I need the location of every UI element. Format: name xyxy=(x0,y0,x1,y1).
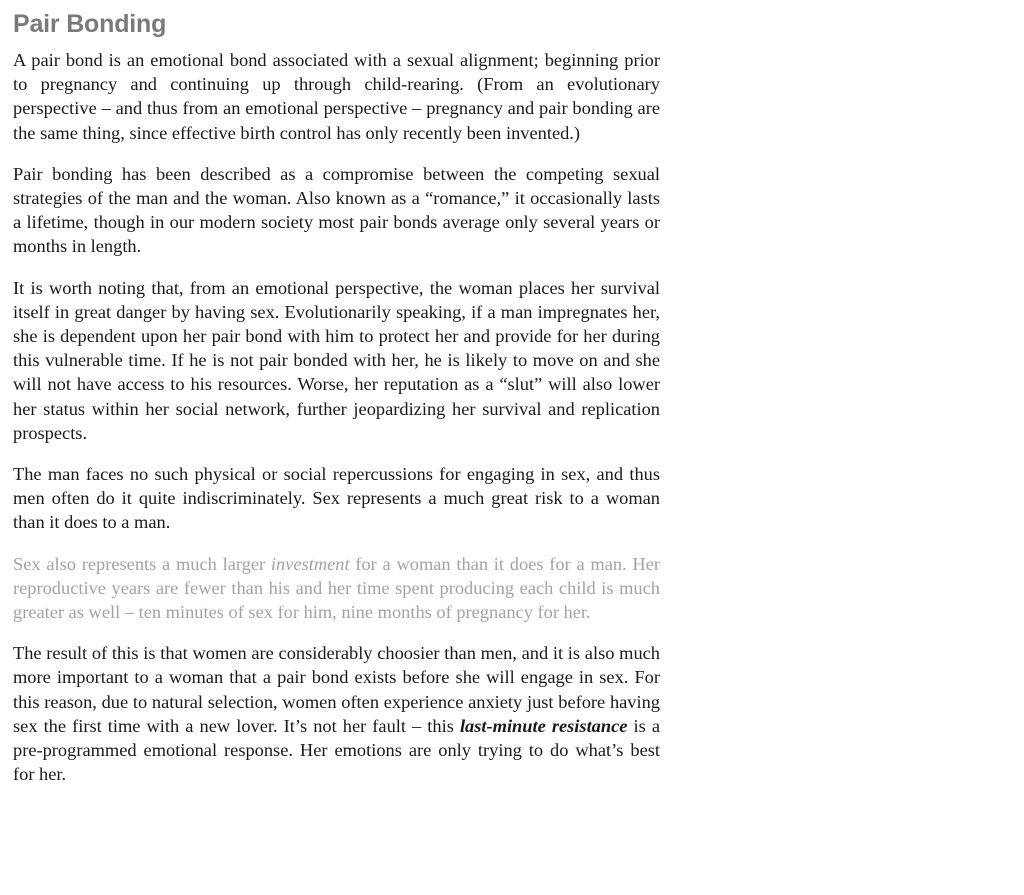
page-title: Pair Bonding xyxy=(13,10,167,38)
paragraph-6-after: is a pre-programmed emotional response. Her emotions are only trying to do what’s best for her. xyxy=(13,715,660,785)
paragraph-5-before: Sex also represents a much larger xyxy=(13,553,271,574)
paragraph-2: Pair bonding has been described as a compromise between the competing sexual strategies of the man and the woman. Also known as a “romance,” it occasionally lasts a lifetime, though in our modern society most pair bonds average only several years or months in length. xyxy=(13,163,660,257)
paragraph-5 xyxy=(13,552,660,625)
paragraph-6-before: The result of this is that women are considerably choosier than men, and it is also much more important to a woman that a pair bond exists before she will engage in sex. For this reason, due to natural selection, women often experience anxiety just before having sex the first time with a new lover. It’s not her fault – this xyxy=(13,643,660,736)
paragraph-4: The man faces no such physical or social repercussions for engaging in sex, and thus men often do it quite indiscriminately. Sex represents a much great risk to a woman than it does to a man. xyxy=(13,464,660,533)
paragraph-6-emphasis: last-minute resistance xyxy=(459,715,628,736)
paragraph-3: It is worth noting that, from an emotional perspective, the woman places her survival itself in great danger by having sex. Evolutionarily speaking, if a man impregnates her, she is dependent upon her pair bond with him to protect her and provide for her during this vulnerable time. If he is not pair bonded with her, he is likely to move on and she will not have access to his resources. Worse, her reputation as a “slut” will also lower her status within her social network, further jeopardizing her survival and replication prospects. xyxy=(13,277,660,443)
paragraph-6 xyxy=(13,641,660,786)
paragraph-5-emphasis: investment xyxy=(270,553,350,574)
paragraph-1: A pair bond is an emotional bond associated with a sexual alignment; beginning prior to pregnancy and continuing up through child-rearing. (From an evolutionary perspective – and thus from an emotional perspective – pregnancy and pair bonding are the same thing, since effective birth control has only recently been invented.) xyxy=(13,50,660,143)
document-page xyxy=(13,8,660,803)
paragraph-5-after: for a woman than it does for a man. Her reproductive years are fewer than his and her time spent producing each child is much greater as well – ten minutes of sex for him, nine months of pregnancy for her. xyxy=(13,553,660,623)
